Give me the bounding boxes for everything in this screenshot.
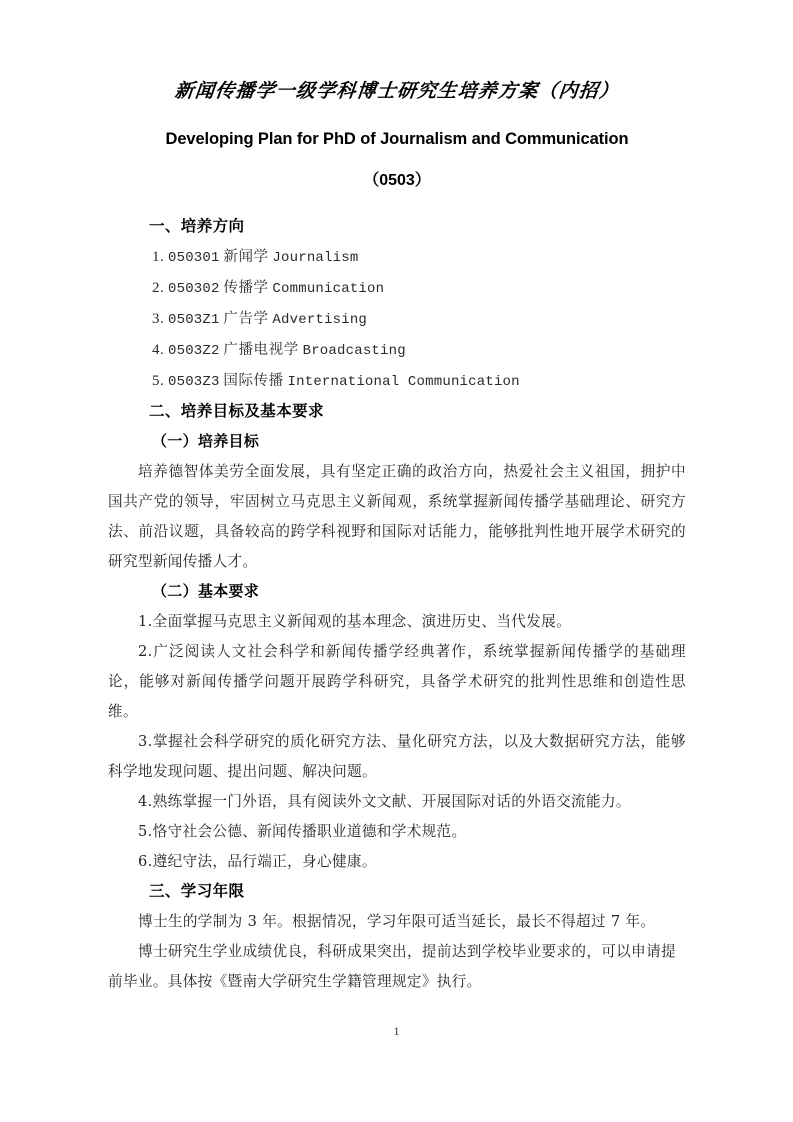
- list-item-label-cn: 广告学: [223, 311, 269, 327]
- study-duration-paragraph-2: 博士研究生学业成绩优良，科研成果突出，提前达到学校毕业要求的，可以申请提前毕业。具体按《暨南大学研究生学籍管理规定》执行。: [108, 943, 676, 990]
- list-item: [108, 335, 686, 366]
- list-item-number: 3.: [152, 311, 165, 327]
- list-item-code: 0503Z1: [168, 312, 220, 328]
- list-item-code: 050302: [168, 281, 220, 297]
- basic-requirement-paragraph-4: 4.熟练掌握一门外语，具有阅读外文文献、开展国际对话的外语交流能力。: [138, 793, 631, 810]
- list-item-number: 5.: [152, 373, 165, 389]
- section-heading-one: 一、培养方向: [149, 218, 245, 235]
- list-item-code: 0503Z2: [168, 343, 220, 359]
- list-item: [108, 366, 686, 397]
- basic-requirement-paragraph-1: 1.全面掌握马克思主义新闻观的基本理念、演进历史、当代发展。: [138, 613, 572, 630]
- basic-requirement-paragraph-3: 3.掌握社会科学研究的质化研究方法、量化研究方法，以及大数据研究方法，能够科学地发现问题、提出问题、解决问题。: [108, 733, 686, 780]
- study-duration-paragraph-1: 博士生的学制为 3 年。根据情况，学习年限可适当延长，最长不得超过 7 年。: [138, 913, 656, 930]
- page-number: 1: [393, 1024, 400, 1038]
- section-heading-two: 二、培养目标及基本要求: [149, 403, 324, 420]
- list-item-label-cn: 新闻学: [223, 249, 269, 265]
- basic-requirement-paragraph-2: 2.广泛阅读人文社会科学和新闻传播学经典著作，系统掌握新闻传播学的基础理论，能够对新闻传播学问题开展跨学科研究，具备学术研究的批判性思维和创造性思维。: [108, 643, 686, 720]
- list-item-number: 4.: [152, 342, 165, 358]
- training-direction-list: [108, 242, 686, 397]
- document-content: [108, 76, 686, 997]
- basic-requirement-paragraph-5: 5.恪守社会公德、新闻传播职业道德和学术规范。: [138, 823, 467, 840]
- list-item: [108, 242, 686, 273]
- document-title-chinese: 新闻传播学一级学科博士研究生培养方案（内招）: [173, 80, 621, 102]
- document-title-english: Developing Plan for PhD of Journalism and Communication: [165, 130, 629, 148]
- document-discipline-code: （0503）: [363, 172, 431, 189]
- list-item-label-en: Broadcasting: [302, 343, 406, 359]
- list-item-code: 050301: [168, 250, 220, 266]
- list-item-number: 2.: [152, 280, 165, 296]
- list-item-label-en: Advertising: [272, 312, 368, 328]
- section-heading-three: 三、学习年限: [149, 883, 245, 900]
- list-item-label-cn: 广播电视学: [223, 342, 299, 358]
- list-item-label-en: International Communication: [287, 374, 520, 390]
- list-item: [108, 304, 686, 335]
- list-item-code: 0503Z3: [168, 374, 220, 390]
- list-item-label-cn: 国际传播: [223, 373, 284, 389]
- list-item-number: 1.: [152, 249, 165, 265]
- training-objective-paragraph: 培养德智体美劳全面发展，具有坚定正确的政治方向，热爱社会主义祖国，拥护中国共产党的领导，牢固树立马克思主义新闻观，系统掌握新闻传播学基础理论、研究方法、前沿议题，具备较高的跨学科视野和国际对话能力，能够批判性地开展学术研究的研究型新闻传播人才。: [108, 463, 686, 570]
- list-item-label-cn: 传播学: [223, 280, 269, 296]
- list-item: [108, 273, 686, 304]
- list-item-label-en: Journalism: [272, 250, 359, 266]
- subsection-heading-two-two: （二）基本要求: [152, 583, 260, 600]
- subsection-heading-two-one: （一）培养目标: [152, 433, 260, 450]
- list-item-label-en: Communication: [272, 281, 385, 297]
- basic-requirement-paragraph-6: 6.遵纪守法，品行端正，身心健康。: [138, 853, 377, 870]
